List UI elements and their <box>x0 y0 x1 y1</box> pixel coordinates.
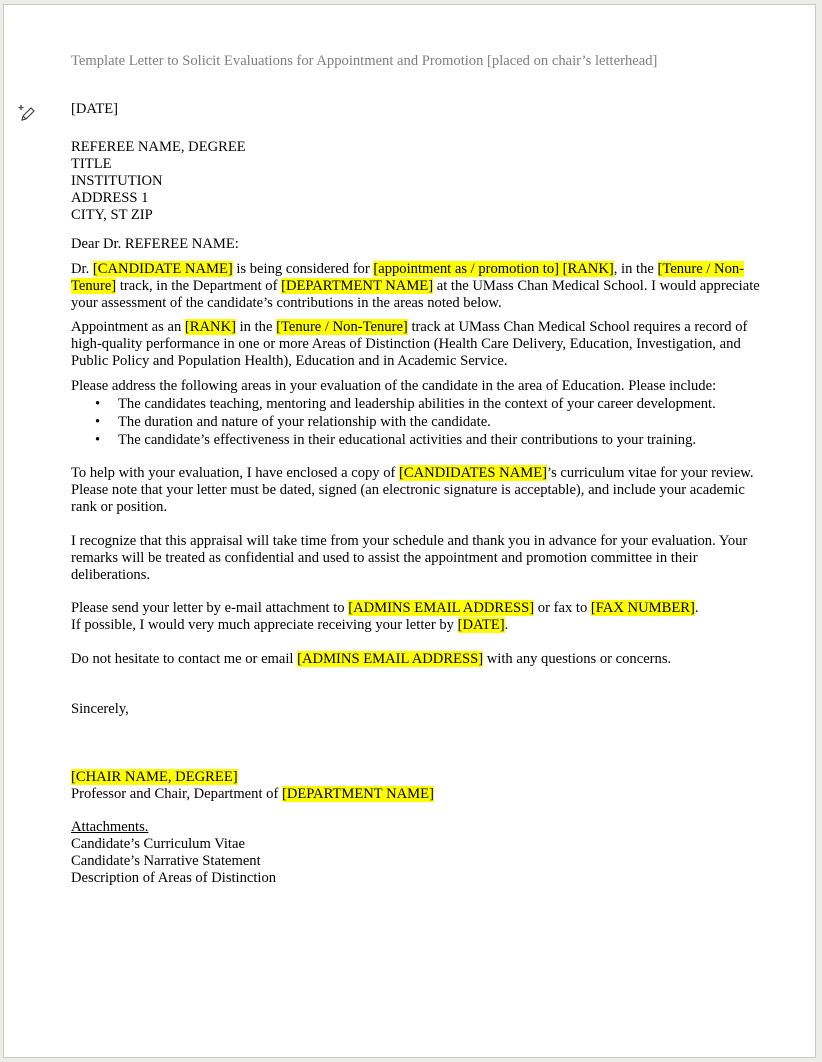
ai-rewrite-pen-icon[interactable] <box>16 103 36 123</box>
paragraph-intro <box>71 261 761 312</box>
text-run: Appointment as an <box>71 319 185 335</box>
list-item: • The duration and nature of your relationship with the candidate. <box>71 413 761 431</box>
text-run: track at UMass Chan Medical School requires a record of high-quality performance in one or more Areas of Distinction (Health Care Delivery, Education, Investigation, and Public Policy and Population Health), Education and in Academic Service. <box>71 319 748 369</box>
attachment-item: Candidate’s Narrative Statement <box>71 852 261 869</box>
send-line <box>71 600 761 617</box>
text-run: , in the <box>613 261 658 277</box>
paragraph-cv <box>71 465 761 516</box>
text-run: track, in the Department of <box>116 277 282 294</box>
paragraph-appraisal <box>71 533 761 584</box>
date-field[interactable]: [DATE] <box>71 101 119 117</box>
referee-line: TITLE <box>71 155 112 172</box>
referee-line: CITY, ST ZIP <box>71 206 153 223</box>
attachment-item: Description of Areas of Distinction <box>71 869 277 886</box>
text-run: Please address the following areas in your evaluation of the candidate in the area of Education. Please include: <box>71 378 717 394</box>
text-run: in the <box>235 319 277 335</box>
text-run: . <box>694 600 699 616</box>
salutation: Dear Dr. REFEREE NAME: <box>71 236 239 252</box>
attachments <box>71 819 761 887</box>
placeholder-field[interactable]: [DEPARTMENT NAME] <box>281 277 434 294</box>
referee-line: ADDRESS 1 <box>71 189 149 206</box>
text-run: or fax to <box>534 600 591 616</box>
placeholder-field[interactable]: [Tenure / Non-Tenure] <box>71 261 745 294</box>
chair-department: [DEPARTMENT NAME] <box>281 785 434 802</box>
text-run: at the UMass Chan Medical School. I would appreciate your assessment of the candidate’s contributions in the areas noted below. <box>71 277 760 311</box>
placeholder-field[interactable]: [CANDIDATE NAME] <box>92 261 233 277</box>
list-item: • The candidate’s effectiveness in their educational activities and their contributions to your training. <box>71 431 761 449</box>
chair-title: Professor and Chair, Department of <box>71 785 282 802</box>
chair-name: [CHAIR NAME, DEGREE] <box>71 769 238 785</box>
paragraph-contact <box>71 651 761 668</box>
deadline-line <box>71 617 761 634</box>
text-run: I recognize that this appraisal will take time from your schedule and thank you in advance for your evaluation. Your remarks will be treated as confidential and used to assist the appointment and promotion committee in their deliberations. <box>71 533 748 583</box>
text-run: If possible, I would very much appreciate receiving your letter by <box>71 616 458 633</box>
attachment-item: Candidate’s Curriculum Vitae <box>71 835 245 852</box>
placeholder-field[interactable]: [FAX NUMBER] <box>590 600 695 616</box>
paragraph-areas <box>71 378 761 449</box>
text-run: Please send your letter by e-mail attachment to <box>71 600 349 616</box>
areas-intro <box>71 378 761 395</box>
placeholder-field[interactable]: [Tenure / Non-Tenure] <box>276 319 408 335</box>
placeholder-field[interactable]: [ADMINS EMAIL ADDRESS] <box>348 600 535 616</box>
signature-block <box>71 769 761 803</box>
attachments-label: Attachments. <box>71 819 149 835</box>
text-run: with any questions or concerns. <box>483 651 672 667</box>
document-page <box>3 4 816 1058</box>
text-run: is being considered for <box>232 261 374 277</box>
placeholder-field[interactable]: [ADMINS EMAIL ADDRESS] <box>297 651 484 667</box>
letter-header-note: Template Letter to Solicit Evaluations for Appointment and Promotion [placed on chair’s letterhead] <box>71 53 658 69</box>
placeholder-field[interactable]: [appointment as / promotion to] [RANK] <box>373 261 614 277</box>
referee-address <box>71 139 761 224</box>
referee-line: REFEREE NAME, DEGREE <box>71 139 246 155</box>
text-run: ’s curriculum vitae for your review. Please note that your letter must be dated, signed (an electronic signature is acceptable), and include your academic rank or position. <box>71 465 754 515</box>
paragraph-send <box>71 600 761 634</box>
closing: Sincerely, <box>71 701 129 717</box>
text-run: To help with your evaluation, I have enclosed a copy of <box>71 465 400 481</box>
paragraph-requirements <box>71 319 761 370</box>
placeholder-field[interactable]: [DATE] <box>457 616 505 633</box>
placeholder-field[interactable]: [CANDIDATES NAME] <box>399 465 548 481</box>
text-run: Do not hesitate to contact me or email <box>71 651 298 667</box>
placeholder-field[interactable]: [RANK] <box>184 319 236 335</box>
text-run: Dr. <box>71 261 93 277</box>
referee-line: INSTITUTION <box>71 172 163 189</box>
list-item: • The candidates teaching, mentoring and leadership abilities in the context of your career development. <box>71 395 761 413</box>
areas-list <box>71 395 761 449</box>
text-run: . <box>504 616 509 633</box>
